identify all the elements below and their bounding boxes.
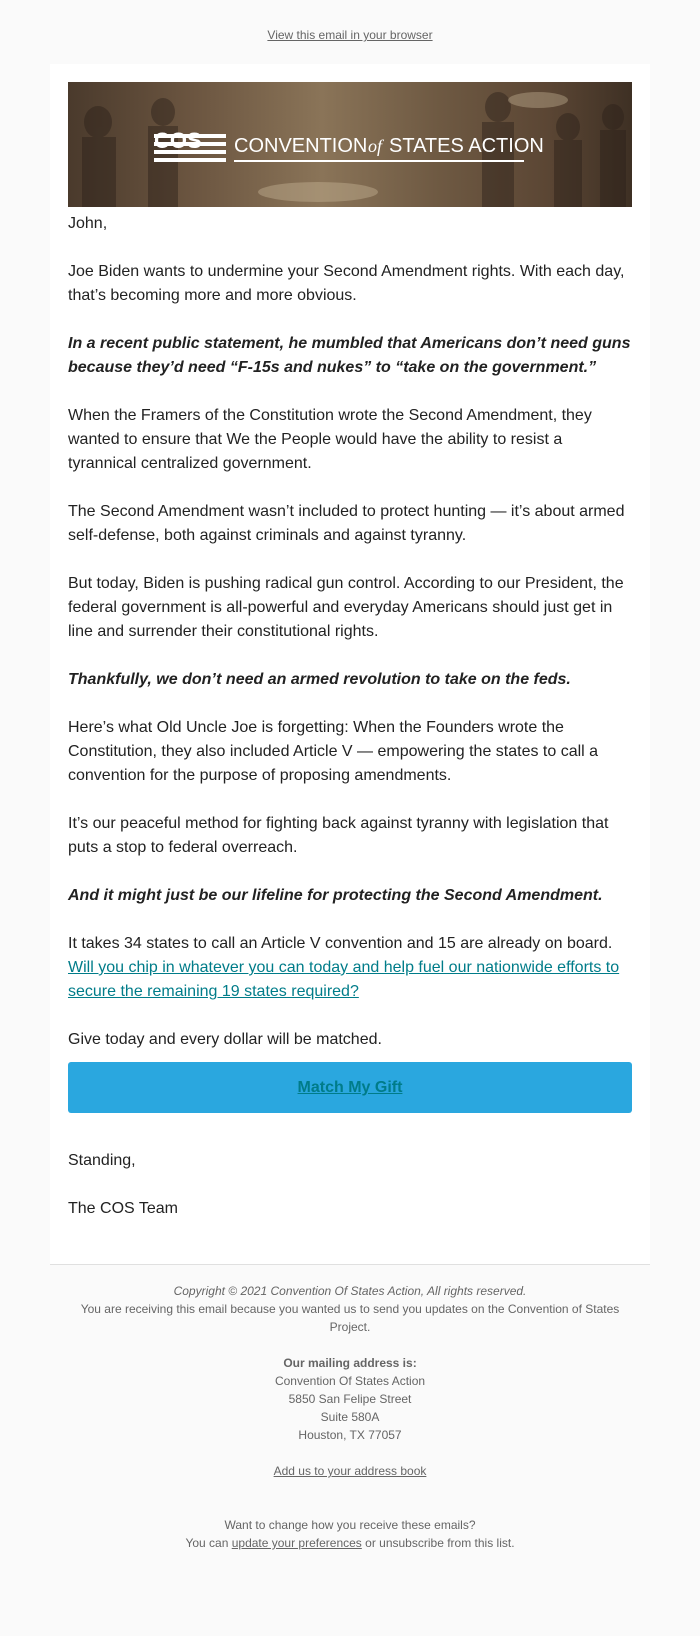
banner-underline	[234, 160, 524, 162]
paragraph-1: Joe Biden wants to undermine your Second Amendment rights. With each day, that’s becoming more and more obvious.	[68, 263, 625, 304]
update-preferences-link[interactable]: update your preferences	[231, 1536, 362, 1550]
signoff: Standing,	[68, 1152, 136, 1169]
copyright: Copyright © 2021 Convention Of States Action, All rights reserved.	[173, 1284, 527, 1298]
change-preferences-question: Want to change how you receive these emails?	[224, 1518, 476, 1532]
signature: The COS Team	[68, 1200, 178, 1217]
email-body	[68, 212, 632, 1245]
match-my-gift-button[interactable]: Match My Gift	[68, 1062, 632, 1113]
paragraph-5: But today, Biden is pushing radical gun control. According to our President, the federal government is all-powerful and everyday Americans should just get in line and surrender their constitutional rights.	[68, 575, 624, 640]
address-line-1: Convention Of States Action	[274, 1374, 426, 1388]
paragraph-10	[68, 932, 632, 1004]
paragraph-2-emphasis: In a recent public statement, he mumbled that Americans don’t need guns because they’d need “F-15s and nukes” to “take on the government.”	[68, 335, 631, 376]
cos-logo-text: COS	[154, 128, 202, 153]
address-line-4: Houston, TX 77057	[298, 1428, 402, 1442]
greeting: John,	[68, 215, 108, 232]
preheader	[0, 0, 700, 64]
footer	[70, 1282, 630, 1552]
preferences-line	[70, 1534, 630, 1552]
donate-link[interactable]: Will you chip in whatever you can today and help fuel our nationwide efforts to secure the remaining 19 states required?	[68, 959, 620, 1000]
paragraph-8: It’s our peaceful method for fighting back against tyranny with legislation that puts a stop to federal overreach.	[68, 815, 609, 856]
banner-artwork	[68, 82, 632, 207]
banner-title-states-action: STATES ACTION	[389, 135, 544, 157]
mailing-address-label: Our mailing address is:	[283, 1356, 417, 1370]
subscription-reason: You are receiving this email because you wanted us to send you updates on the Convention of States Project.	[80, 1302, 620, 1334]
paragraph-6-emphasis: Thankfully, we don’t need an armed revolution to take on the feds.	[68, 671, 571, 688]
paragraph-10-text: It takes 34 states to call an Article V convention and 15 are already on board.	[68, 935, 613, 952]
email-card	[50, 64, 650, 1264]
view-in-browser-link[interactable]: View this email in your browser	[267, 28, 433, 42]
paragraph-11: Give today and every dollar will be matched.	[68, 1031, 382, 1048]
address-line-2: 5850 San Felipe Street	[288, 1392, 412, 1406]
header-banner	[68, 82, 632, 207]
footer-divider	[50, 1264, 650, 1265]
paragraph-3: When the Framers of the Constitution wrote the Second Amendment, they wanted to ensure that We the People would have the ability to resist a tyrannical centralized government.	[68, 407, 592, 472]
banner-title-of: of	[368, 136, 383, 156]
unsubscribe-text: or unsubscribe from this list.	[365, 1536, 515, 1550]
you-can-text: You can	[185, 1536, 229, 1550]
banner-title-convention: CONVENTION	[234, 135, 368, 157]
address-line-3: Suite 580A	[320, 1410, 380, 1424]
paragraph-4: The Second Amendment wasn’t included to protect hunting — it’s about armed self-defense, both against criminals and against tyranny.	[68, 503, 625, 544]
add-to-address-book-link[interactable]: Add us to your address book	[273, 1464, 427, 1478]
paragraph-7: Here’s what Old Uncle Joe is forgetting: When the Founders wrote the Constitution, they also included Article V — empowering the states to call a convention for the purpose of proposing amendments.	[68, 719, 599, 784]
paragraph-9-emphasis: And it might just be our lifeline for protecting the Second Amendment.	[68, 887, 603, 904]
